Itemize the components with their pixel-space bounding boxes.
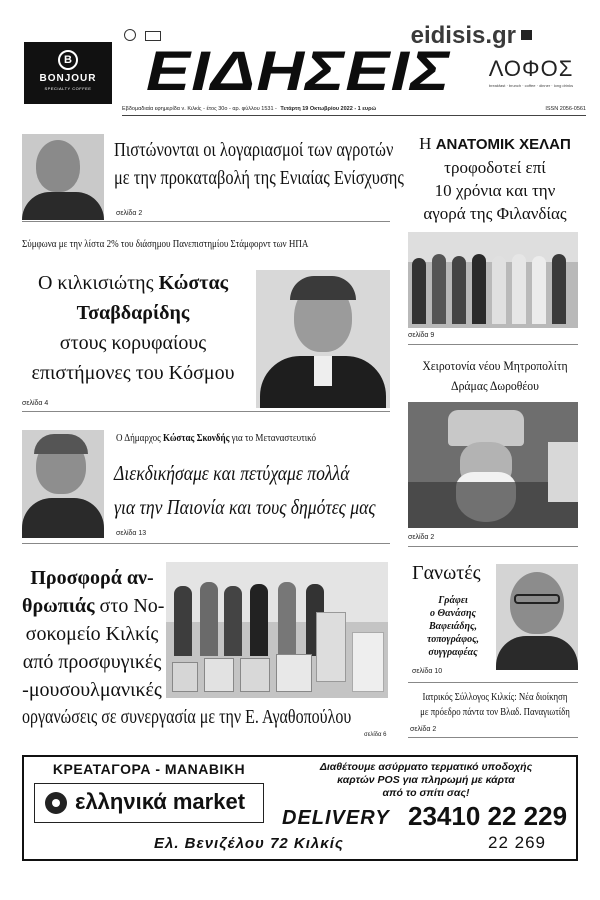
article-1-photo [22, 134, 104, 220]
masthead-small-icons [124, 26, 168, 40]
website-text: eidisis.gr [410, 22, 516, 49]
article-2-headline [20, 268, 246, 388]
right-article-1-headline [406, 132, 584, 225]
ad-title: ΚΡΕΑΤΑΓΟΡΑ - ΜΑΝΑΒΙΚΗ [52, 761, 246, 777]
ad-delivery-label: DELIVERY [282, 807, 390, 829]
right-article-1-line-2: τροφοδοτεί επί [444, 158, 546, 177]
mail-icon [521, 30, 532, 40]
article-1-headline [114, 136, 404, 192]
article-4-line-4-normal: από προσφυγικές [22, 651, 162, 673]
right-article-1-page: σελίδα 9 [408, 332, 435, 339]
lofos-logo [476, 58, 586, 92]
ad-info-line-1: Διαθέτουμε ασύρματο τερματικό υποδοχής [319, 761, 533, 773]
article-3-rule [22, 543, 390, 544]
article-3-kicker-name: Κώστας Σκονδής [162, 432, 230, 444]
bonjour-logo-icon: B [58, 50, 78, 70]
right-article-4-headline [417, 690, 574, 720]
lofos-logo-tagline: breakfast · brunch · coffee · dinner · long drinks [488, 83, 574, 88]
right-article-2-headline [415, 356, 575, 396]
article-4-line-3-normal: σοκομείο Κιλκίς [25, 623, 159, 645]
article-4-last-line: οργανώσεις σε συνεργασία με την Ε. Αγαθοπούλου [22, 706, 352, 728]
article-3-photo [22, 430, 104, 538]
article-4-line-1 [22, 564, 162, 592]
article-2-line-1 [20, 268, 246, 298]
right-article-1-photo [408, 232, 578, 328]
masthead [0, 0, 600, 120]
right-article-3-byline-2: ο Θανάσης [430, 608, 476, 619]
ad-info-line-3: από το σπίτι σας! [382, 787, 470, 799]
right-article-1-line-4: αγορά της Φιλανδίας [423, 204, 567, 223]
article-1-headline-line-2: με την προκαταβολή της Ενιαίας Ενίσχυσης [114, 167, 404, 189]
article-2-name-last: Τσαβδαρίδης [76, 302, 190, 324]
article-1-rule [22, 221, 390, 222]
right-article-4-line-1: Ιατρικός Σύλλογος Κιλκίς: Νέα διοίκηση [422, 692, 568, 703]
article-4-line-2-normal: στο Νο- [94, 595, 165, 617]
bonjour-logo-tagline: SPECIALTY COFFEE [44, 86, 92, 91]
right-article-2-line-2: Δράμας Δωροθέου [451, 378, 539, 393]
article-1-page: σελίδα 2 [116, 210, 143, 217]
right-article-2-page: σελίδα 2 [408, 534, 435, 541]
article-4-line-4 [22, 648, 162, 676]
bonjour-logo [24, 42, 112, 104]
right-article-2-rule [408, 546, 578, 547]
article-4-line-2-bold: θρωπιάς [22, 595, 95, 617]
right-article-4-line-2: με πρόεδρο πάντα τον Βλαδ. Παναγιωτίδη [420, 707, 570, 718]
right-article-3-rule [408, 682, 578, 683]
right-article-3-byline-5: συγγραφέας [428, 647, 478, 658]
ad-address: Ελ. Βενιζέλου 72 Κιλκίς [154, 835, 344, 852]
article-4-page: σελίδα 6 [364, 732, 387, 738]
right-article-3-page: σελίδα 10 [412, 668, 443, 675]
article-2-line-3: στους κορυφαίους [59, 332, 207, 354]
masthead-info-line [122, 104, 586, 114]
right-article-3-photo [496, 564, 578, 670]
article-2-rule [22, 411, 390, 412]
article-3-headline-line-2: για την Παιονία και τους δημότες μας [114, 495, 376, 519]
article-2-name-first: Κώστας [158, 272, 229, 294]
article-4-line-3 [22, 620, 162, 648]
article-1-headline-line-1: Πιστώνονται οι λογαριασμοί των αγροτών [114, 139, 394, 161]
article-2-photo [256, 270, 390, 408]
right-article-3-byline-1: Γράφει [438, 595, 468, 606]
article-2-page: σελίδα 4 [22, 400, 49, 407]
right-article-3-byline-3: Βαφειάδης, [428, 621, 478, 632]
article-4-line-5-normal: -μουσουλμανικές [22, 679, 162, 701]
lofos-logo-text: ΛΟΦΟΣ [488, 56, 574, 81]
ad-brand-icon-inner [52, 799, 60, 807]
right-article-4-page: σελίδα 2 [410, 726, 437, 733]
masthead-rule [122, 115, 586, 116]
right-article-1-company: ΑΝΑΤΟΜΙΚ ΧΕΛΑΠ [435, 136, 571, 153]
article-4-line-2 [22, 592, 165, 620]
ad-brand-box [34, 783, 264, 823]
article-4-line-1-bold: Προσφορά αν- [30, 567, 154, 589]
right-article-3-byline [410, 594, 496, 659]
right-article-2-line-1: Χειροτονία νέου Μητροπολίτη [422, 358, 568, 373]
right-article-3-byline-4: τοπογράφος, [426, 634, 480, 645]
masthead-title: ΕΙΔΗΣΕΙΣ [146, 39, 451, 102]
article-3-headline [114, 456, 391, 524]
ad-info [278, 761, 574, 800]
bonjour-logo-text: BONJOUR [39, 73, 97, 84]
right-article-2-photo [408, 402, 578, 528]
article-2-line-1-prefix: Ο κιλκισιώτης [37, 272, 159, 294]
article-2-kicker: Σύμφωνα με την λίστα 2% του διάσημου Πανεπιστημίου Στάμφορντ των ΗΠΑ [22, 238, 309, 250]
article-4-photo [166, 562, 388, 698]
issue-date: Τετάρτη 19 Οκτωβρίου 2022 - 1 ευρώ [280, 106, 377, 112]
issn: ISSN 2056-0561 [545, 106, 586, 112]
ad-phone-2: 22 269 [488, 833, 546, 852]
article-3-kicker [116, 432, 387, 444]
right-article-1-line-1 [406, 132, 584, 156]
article-3-page: σελίδα 13 [116, 530, 147, 537]
right-article-1-line-3: 10 χρόνια και την [434, 181, 556, 200]
article-2-line-4: επιστήμονες του Κόσμου [31, 362, 235, 384]
globe-icon [124, 29, 136, 41]
ad-phone: 23410 22 229 [408, 801, 568, 831]
right-article-4-rule [408, 737, 578, 738]
article-4-line-5 [22, 676, 162, 704]
article-4-headline [22, 564, 165, 704]
ad-info-line-2: καρτών POS για πληρωμή με κάρτα [337, 774, 515, 786]
ad-brand-text: ελληνικά market [75, 789, 246, 814]
article-3-kicker-prefix: Ο Δήμαρχος [116, 432, 163, 444]
article-3-headline-line-1: Διεκδικήσαμε και πετύχαμε πολλά [114, 461, 350, 485]
issue-info: Εβδομαδιαία εφημερίδα ν. Κιλκίς - έτος 30ο - αρ. φύλλου 1531 - [122, 106, 277, 112]
website-label [356, 22, 516, 48]
right-article-1-prefix: Η [419, 134, 436, 153]
right-article-1-rule [408, 344, 578, 345]
ad-box [22, 755, 578, 861]
article-2-line-2 [20, 298, 246, 328]
article-3-kicker-suffix: για το Μεταναστευτικό [229, 432, 317, 444]
right-article-3-title: Γανωτές [412, 562, 481, 584]
